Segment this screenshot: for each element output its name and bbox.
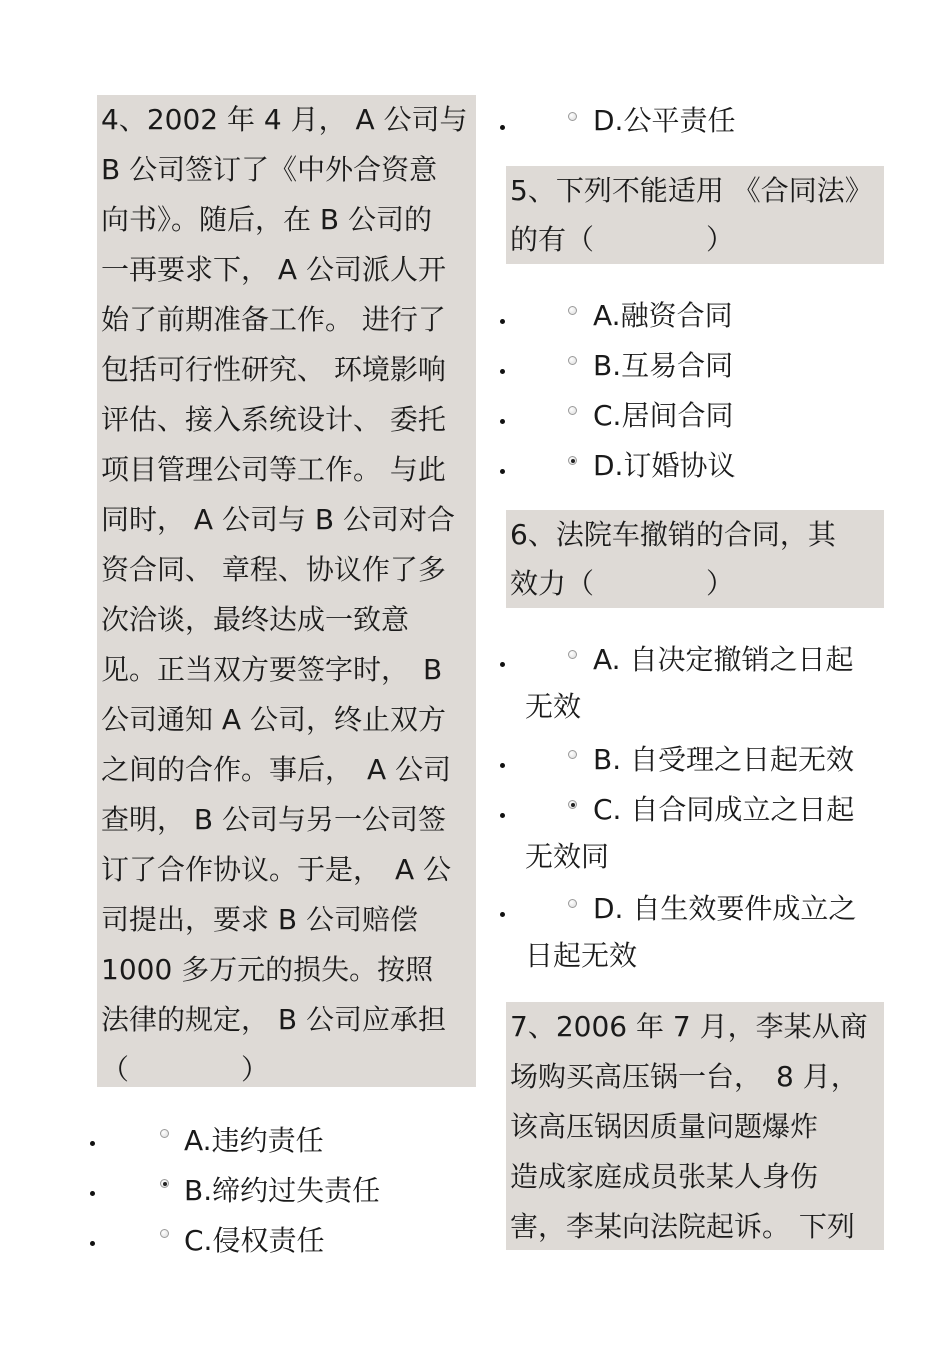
- radio-button-selected[interactable]: [160, 1179, 169, 1188]
- stem-line: 法律的规定， B 公司应承担: [101, 1003, 447, 1036]
- bullet: [90, 1241, 95, 1246]
- stem-line: 效力（ ）: [510, 567, 735, 600]
- option-label: A.违约责任: [184, 1124, 324, 1157]
- radio-button[interactable]: [568, 899, 577, 908]
- option-label: C. 自合同成立之日起: [593, 793, 855, 826]
- option-label: B. 自受理之日起无效: [593, 743, 855, 776]
- option-label: B.缔约过失责任: [184, 1174, 381, 1207]
- bullet: [500, 319, 505, 324]
- stem-line: 评估、接入系统设计、 委托: [101, 403, 446, 436]
- option-label-continued: 无效同: [525, 840, 610, 873]
- bullet: [500, 763, 505, 768]
- stem-line: 造成家庭成员张某人身伤: [510, 1160, 819, 1193]
- radio-button[interactable]: [160, 1129, 169, 1138]
- stem-line: 之间的合作。事后， A 公司: [101, 753, 452, 786]
- option-label-continued: 日起无效: [525, 939, 638, 972]
- stem-line: 5、下列不能适用 《合同法》: [510, 174, 873, 207]
- radio-button[interactable]: [568, 306, 577, 315]
- radio-button[interactable]: [568, 750, 577, 759]
- option-label: D.订婚协议: [593, 449, 736, 482]
- stem-line: B 公司签订了《中外合资意: [101, 153, 438, 186]
- option-label-continued: 无效: [525, 690, 582, 723]
- stem-line: 订了合作协议。于是， A 公: [101, 853, 452, 886]
- stem-line: 的有（ ）: [510, 223, 735, 256]
- stem-line: 害，李某向法院起诉。 下列: [510, 1210, 855, 1243]
- bullet: [90, 1141, 95, 1146]
- radio-button[interactable]: [568, 356, 577, 365]
- stem-line: 次洽谈，最终达成一致意: [101, 603, 410, 636]
- question-7-stem: [506, 1002, 884, 1250]
- stem-line: 一再要求下， A 公司派人开: [101, 253, 446, 286]
- option-label: D. 自生效要件成立之: [593, 892, 857, 925]
- stem-line: 4、2002 年 4 月， A 公司与: [101, 103, 468, 136]
- bullet: [500, 125, 505, 130]
- bullet: [500, 469, 505, 474]
- stem-line: 向书》。随后，在 B 公司的: [101, 203, 433, 236]
- question-6-stem: [506, 510, 884, 608]
- stem-line: （ ）: [101, 1053, 270, 1086]
- bullet: [500, 419, 505, 424]
- option-label: C.居间合同: [593, 399, 734, 432]
- question-4-stem: [97, 95, 476, 1087]
- bullet: [500, 662, 505, 667]
- stem-line: 公司通知 A 公司，终止双方: [101, 703, 446, 736]
- stem-line: 查明， B 公司与另一公司签: [101, 803, 447, 836]
- radio-button-selected[interactable]: [568, 800, 577, 809]
- radio-button[interactable]: [160, 1229, 169, 1238]
- option-label: A.融资合同: [593, 299, 733, 332]
- stem-line: 司提出，要求 B 公司赔偿: [101, 903, 419, 936]
- stem-line: 见。正当双方要签字时， B: [101, 653, 443, 686]
- stem-line: 1000 多万元的损失。按照: [101, 953, 434, 986]
- bullet: [90, 1191, 95, 1196]
- stem-line: 该高压锅因质量问题爆炸: [510, 1110, 819, 1143]
- radio-button[interactable]: [568, 112, 577, 121]
- stem-line: 资合同、 章程、协议作了多: [101, 553, 446, 586]
- stem-line: 6、法院车撤销的合同，其: [510, 518, 836, 551]
- option-label: B.互易合同: [593, 349, 734, 382]
- bullet: [500, 369, 505, 374]
- radio-button[interactable]: [568, 650, 577, 659]
- stem-line: 7、2006 年 7 月，李某从商: [510, 1010, 868, 1043]
- bullet: [500, 813, 505, 818]
- radio-button-selected[interactable]: [568, 456, 577, 465]
- stem-line: 包括可行性研究、 环境影响: [101, 353, 446, 386]
- option-label: D.公平责任: [593, 104, 736, 137]
- stem-line: 场购买高压锅一台， 8 月，: [510, 1060, 859, 1093]
- question-5-stem: [506, 166, 884, 264]
- stem-line: 项目管理公司等工作。 与此: [101, 453, 446, 486]
- bullet: [500, 912, 505, 917]
- option-label: C.侵权责任: [184, 1224, 325, 1257]
- option-label: A. 自决定撤销之日起: [593, 643, 854, 676]
- radio-button[interactable]: [568, 406, 577, 415]
- stem-line: 始了前期准备工作。 进行了: [101, 303, 446, 336]
- stem-line: 同时， A 公司与 B 公司对合: [101, 503, 455, 536]
